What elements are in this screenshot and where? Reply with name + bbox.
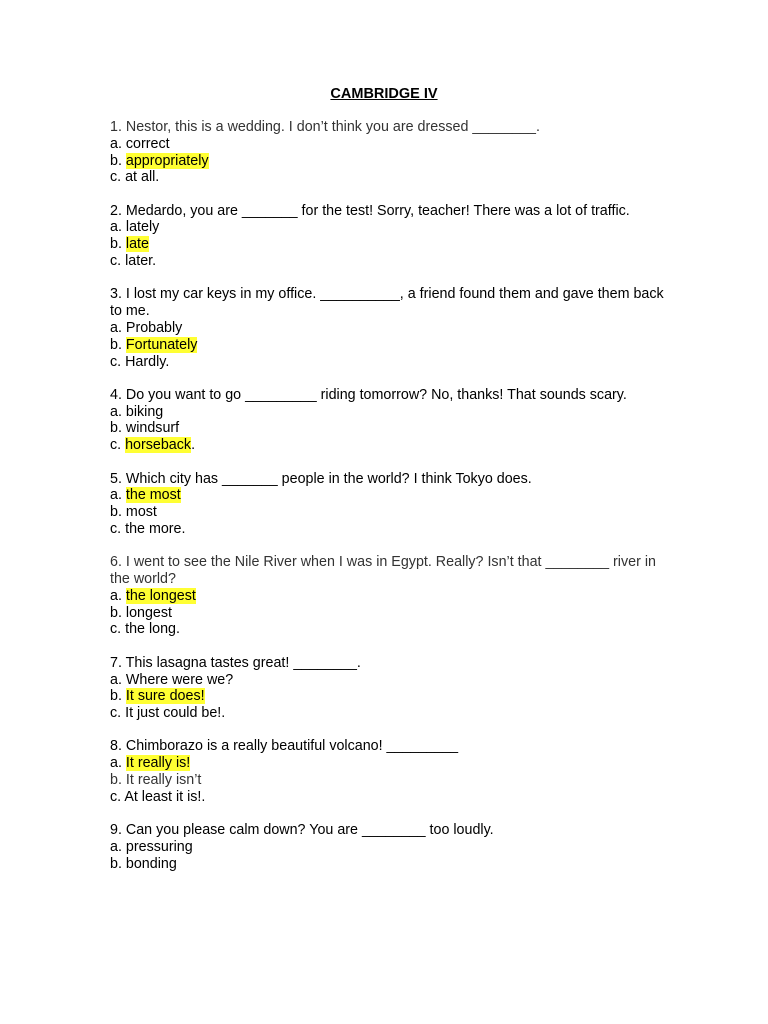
option-a: a. the longest (110, 587, 196, 604)
question-text: 2. Medardo, you are _______ for the test! Sorry, teacher! There was a lot of traffic. (110, 202, 630, 219)
question-6 (110, 554, 670, 638)
question-8 (110, 738, 670, 805)
question-text: 5. Which city has _______ people in the world? I think Tokyo does. (110, 470, 532, 487)
option-c: c. the more. (110, 520, 186, 537)
question-text: 3. I lost my car keys in my office. __________, a friend found them and gave them back to me. (110, 286, 664, 320)
option-a: a. correct (110, 135, 170, 152)
question-text: 6. I went to see the Nile River when I was in Egypt. Really? Isn’t that ________ river in the world? (110, 554, 656, 588)
highlighted-answer: the most (125, 487, 181, 504)
option-b: b. late (110, 236, 149, 253)
highlighted-answer: appropriately (125, 152, 209, 169)
option-a: a. lately (110, 219, 160, 236)
highlighted-answer: horseback (125, 437, 192, 454)
option-c: c. At least it is!. (110, 788, 206, 805)
option-a: a. It really is! (110, 755, 191, 772)
question-text: 4. Do you want to go _________ riding tomorrow? No, thanks! That sounds scary. (110, 386, 627, 403)
option-b: b. bonding (110, 855, 177, 872)
highlighted-answer: It really is! (125, 755, 191, 772)
highlighted-answer: late (125, 236, 149, 253)
question-text: 7. This lasagna tastes great! ________. (110, 654, 361, 671)
highlighted-answer: Fortunately (125, 336, 198, 353)
option-b: b. most (110, 504, 157, 521)
option-a: a. Where were we? (110, 671, 234, 688)
option-a: a. Probably (110, 319, 183, 336)
option-c: c. Hardly. (110, 353, 170, 370)
question-text: 9. Can you please calm down? You are ________ too loudly. (110, 822, 494, 839)
option-b: b. It sure does! (110, 688, 205, 705)
option-b: b. windsurf (110, 420, 180, 437)
question-2 (110, 203, 670, 270)
option-c: c. at all. (110, 169, 160, 186)
highlighted-answer: the longest (125, 587, 196, 604)
page-title: CAMBRIDGE IV (330, 86, 438, 102)
option-b: b. longest (110, 604, 173, 621)
highlighted-answer: It sure does! (125, 688, 205, 705)
question-5 (110, 471, 670, 538)
option-b: b. Fortunately (110, 336, 198, 353)
question-1 (110, 119, 670, 186)
question-9 (110, 822, 670, 872)
question-text: 8. Chimborazo is a really beautiful volcano! _________ (110, 738, 459, 755)
option-c: c. the long. (110, 621, 180, 638)
option-b: b. appropriately (110, 152, 209, 169)
option-b: b. It really isn’t (110, 772, 202, 788)
option-a: a. the most (110, 487, 181, 504)
option-a: a. pressuring (110, 838, 193, 855)
question-7 (110, 655, 670, 722)
option-c: c. later. (110, 253, 157, 270)
question-3 (110, 286, 670, 370)
option-c: c. It just could be!. (110, 705, 226, 722)
option-a: a. biking (110, 403, 164, 420)
question-text: 1. Nestor, this is a wedding. I don’t think you are dressed ________. (110, 119, 540, 135)
question-list (110, 119, 670, 889)
question-4 (110, 387, 670, 454)
option-c: c. horseback. (110, 437, 196, 454)
